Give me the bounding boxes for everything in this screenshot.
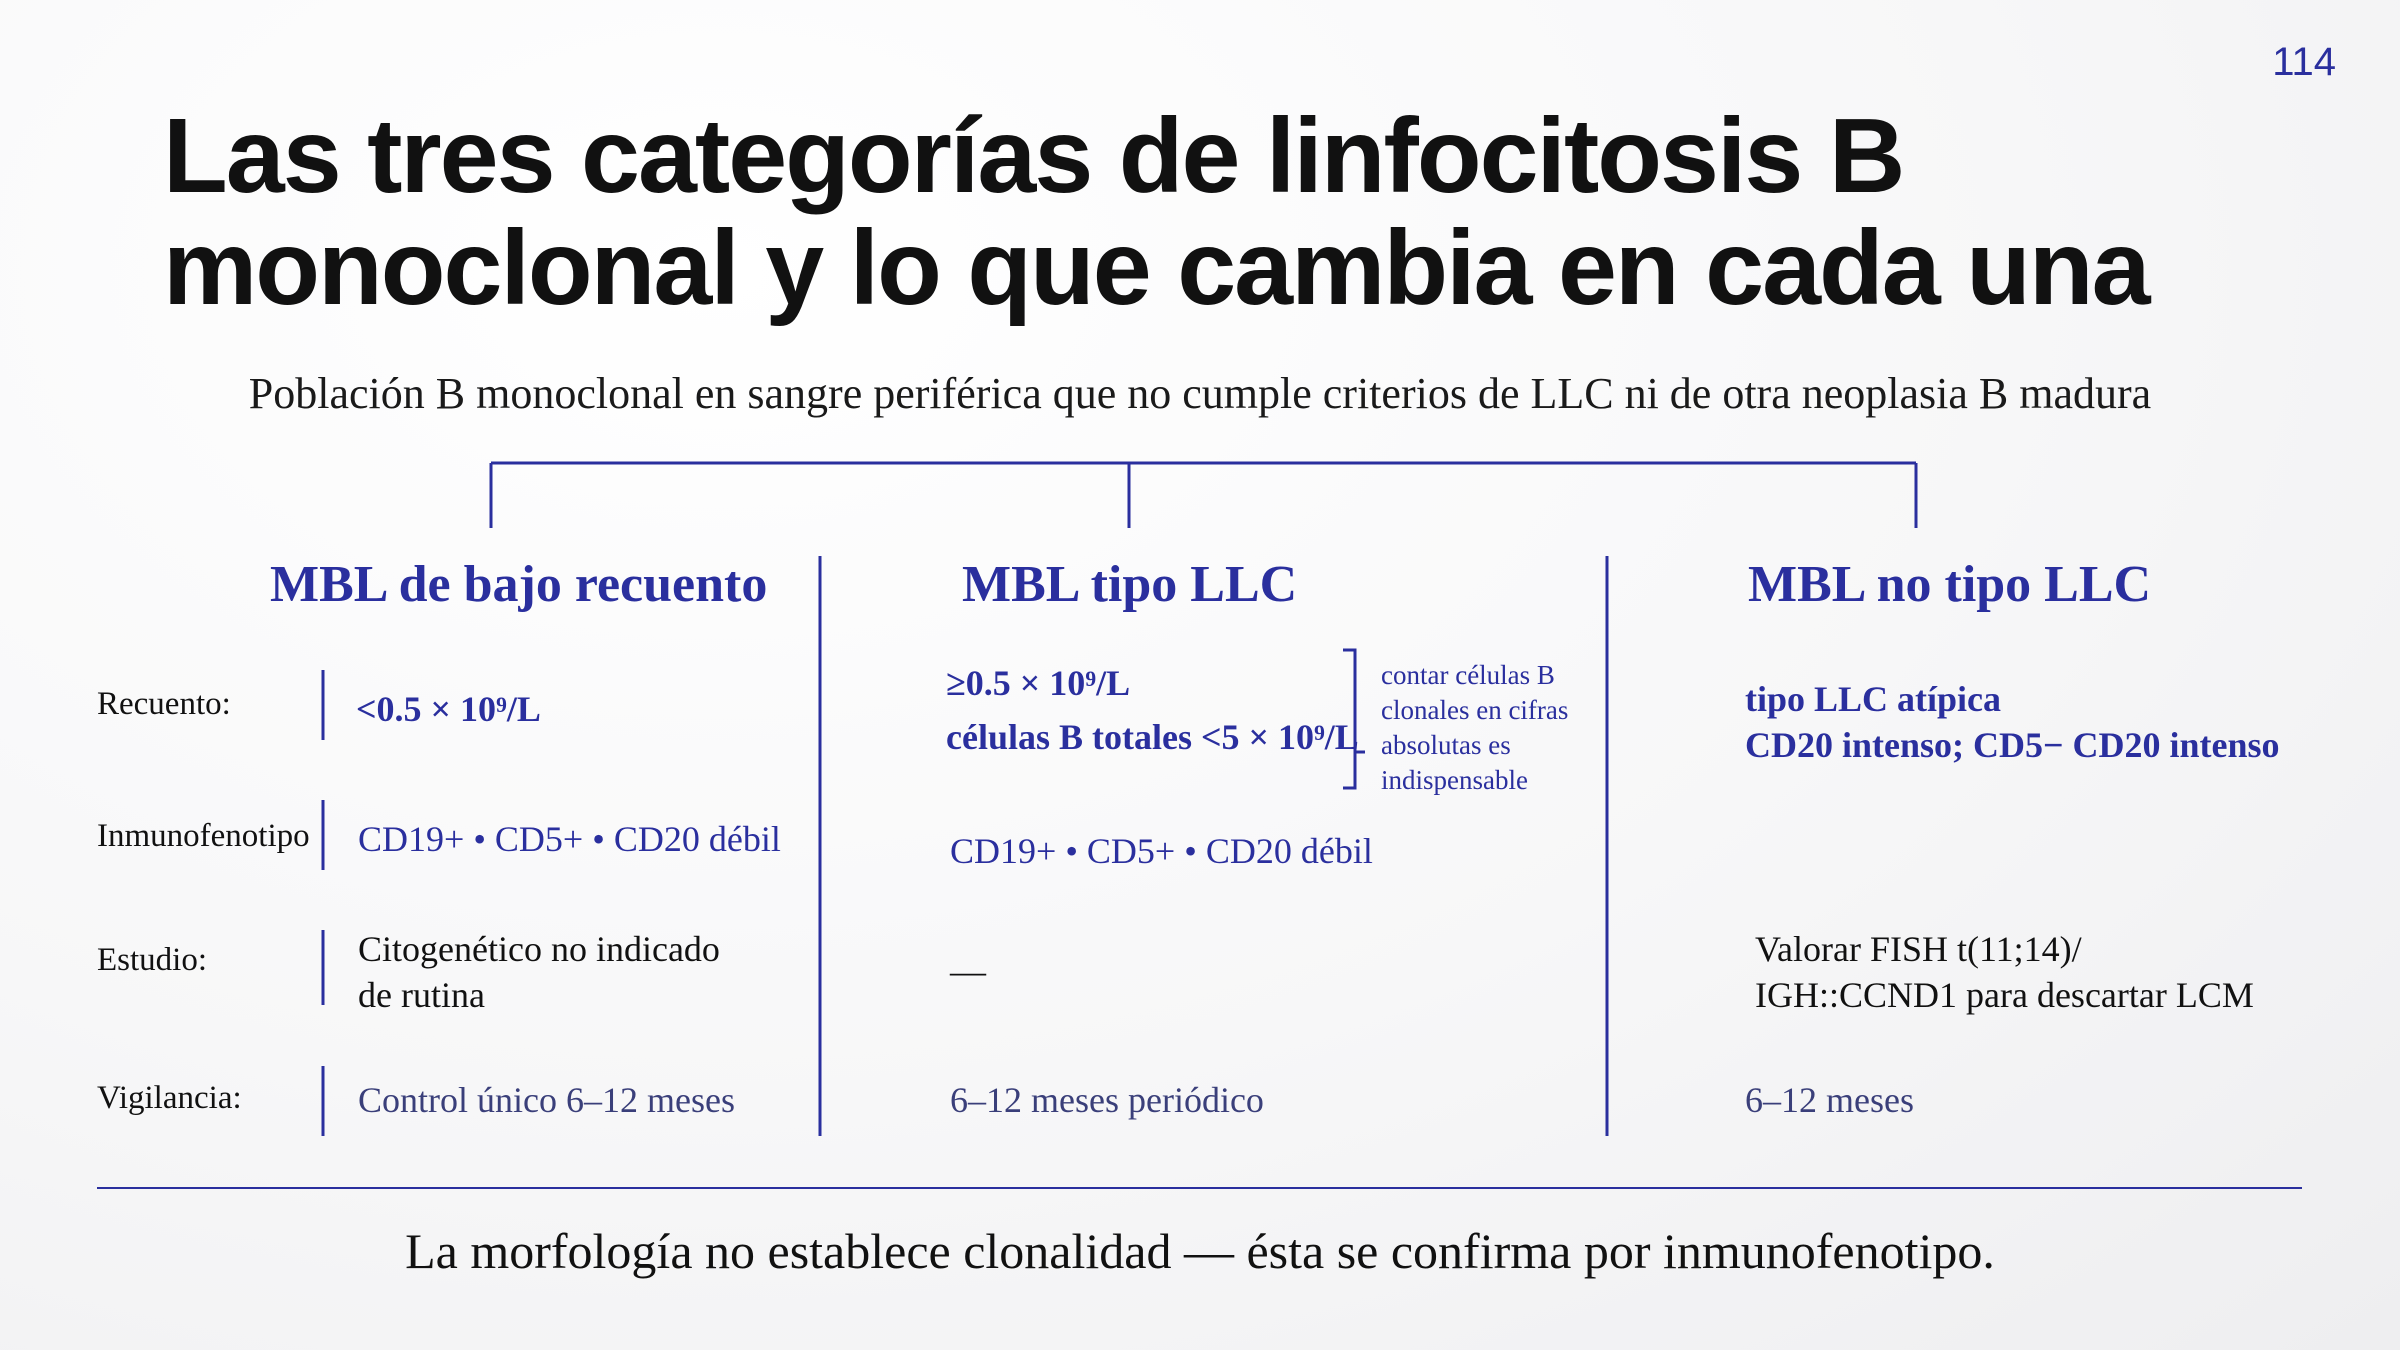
row-label-estudio: Estudio: bbox=[97, 942, 208, 978]
title-line-1: Las tres categorías de linfocitosis B bbox=[163, 97, 1904, 215]
cll-type-vigilancia: 6–12 meses periódico bbox=[950, 1080, 1264, 1120]
non-cll-type-recuento bbox=[1745, 676, 2280, 768]
non-cll-type-vigilancia: 6–12 meses bbox=[1745, 1080, 1914, 1120]
title-line-2: monoclonal y lo que cambia en cada una bbox=[163, 209, 2149, 327]
cll-type-inmunofenotipo: CD19+ • CD5+ • CD20 débil bbox=[950, 831, 1373, 871]
non-cll-type-estudio-line-1: Valorar FISH t(11;14)/ bbox=[1755, 929, 2082, 969]
non-cll-type-recuento-line-2: CD20 intenso; CD5− CD20 intenso bbox=[1745, 725, 2280, 765]
cll-type-recuento bbox=[946, 660, 1359, 760]
cll-type-recuento-line-2: células B totales <5 × 10⁹/L bbox=[946, 717, 1359, 757]
non-cll-type-estudio-line-2: IGH::CCND1 para descartar LCM bbox=[1755, 975, 2254, 1015]
footer-note: La morfología no establece clonalidad — ésta se confirma por inmunofenotipo. bbox=[405, 1223, 1995, 1279]
low-count-vigilancia: Control único 6–12 meses bbox=[358, 1080, 735, 1120]
page-number: 114 bbox=[2272, 40, 2336, 84]
low-count-recuento: <0.5 × 10⁹/L bbox=[356, 689, 541, 729]
cll-type-count-note: contar células B clonales en cifras absolutas es indispensable bbox=[1381, 660, 1569, 795]
low-count-estudio-line-2: de rutina bbox=[358, 975, 485, 1015]
row-label-recuento: Recuento: bbox=[97, 686, 231, 722]
column-heading-cll-type: MBL tipo LLC bbox=[962, 556, 1298, 613]
column-heading-low-count: MBL de bajo recuento bbox=[270, 556, 768, 613]
page-title bbox=[163, 97, 2263, 327]
subtitle: Población B monoclonal en sangre periférica que no cumple criterios de LLC ni de otra neoplasia B madura bbox=[248, 369, 2152, 418]
low-count-estudio-line-1: Citogenético no indicado bbox=[358, 929, 720, 969]
low-count-estudio bbox=[358, 926, 720, 1018]
cll-type-recuento-line-1: ≥0.5 × 10⁹/L bbox=[946, 663, 1131, 703]
low-count-inmunofenotipo: CD19+ • CD5+ • CD20 débil bbox=[358, 819, 781, 859]
row-label-inmunofenotipo: Inmunofenotipo bbox=[97, 818, 310, 854]
column-heading-non-cll-type: MBL no tipo LLC bbox=[1748, 556, 2152, 613]
non-cll-type-recuento-line-1: tipo LLC atípica bbox=[1745, 679, 2002, 719]
cll-type-estudio: — bbox=[950, 951, 986, 991]
non-cll-type-estudio bbox=[1755, 926, 2254, 1018]
row-label-vigilancia: Vigilancia: bbox=[97, 1080, 242, 1116]
